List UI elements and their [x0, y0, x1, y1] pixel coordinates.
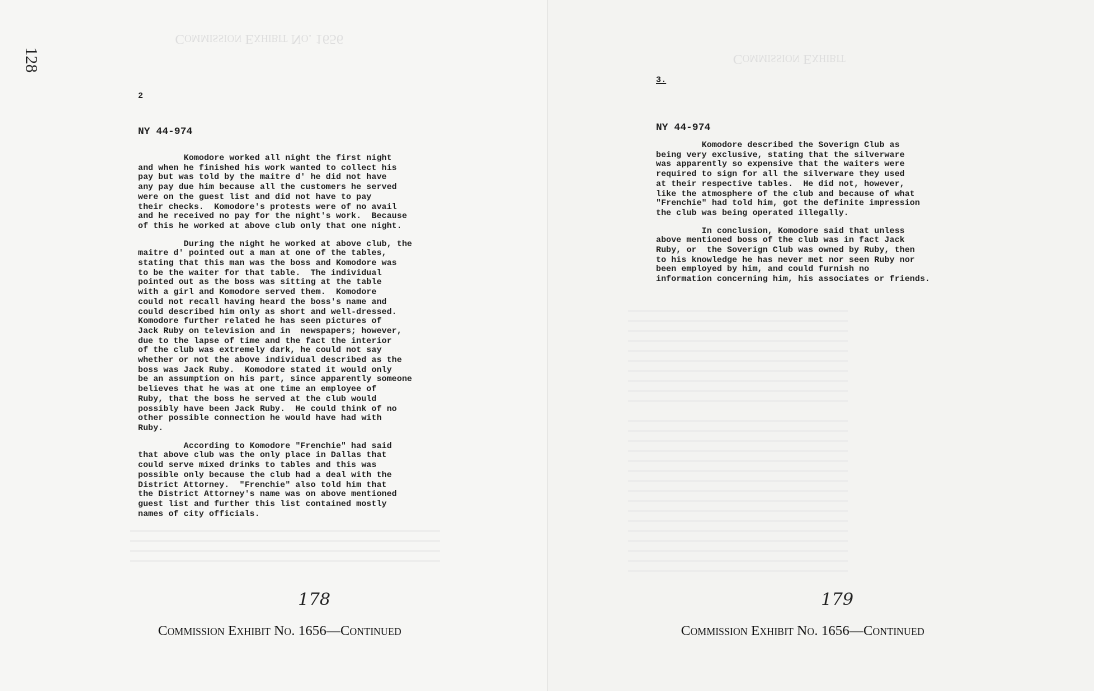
text-line: Ruby, or the Soverign Club was owned by Ruby, then: [656, 245, 915, 256]
text-line: Komodore described the Soverign Club as: [656, 140, 900, 150]
text-line: was apparently so expensive that the waiters were: [656, 159, 905, 170]
text-line: pay but was told by the maitre d' he did not have: [138, 172, 387, 183]
text-line: the club was being operated illegally.: [656, 207, 849, 218]
page-header-number: 2: [138, 91, 144, 101]
text-line: guest list and further this list contained mostly: [138, 498, 387, 509]
text-line: possibly have been Jack Ruby. He could think of no: [138, 403, 397, 414]
text-line: with a girl and Komodore served them. Komodore: [138, 287, 377, 298]
body-text: [656, 141, 930, 293]
text-line: Komodore further related he has seen pictures of: [138, 316, 382, 327]
paragraph: [656, 227, 930, 285]
text-line: Ruby.: [138, 422, 164, 433]
text-line: to his knowledge he has never met nor seen Ruby nor: [656, 254, 915, 265]
text-line: could serve mixed drinks to tables and this was: [138, 460, 377, 471]
file-number: NY 44-974: [138, 127, 193, 138]
bleed-through-text: [628, 310, 848, 410]
text-line: above mentioned boss of the club was in fact Jack: [656, 235, 905, 246]
text-line: be an assumption on his part, since apparently someone: [138, 374, 413, 385]
text-line: and when he finished his work wanted to collect his: [138, 162, 397, 173]
text-line: and he received no pay for the night's work. Because: [138, 211, 408, 222]
bleed-through-text: [628, 420, 848, 580]
text-line: Komodore worked all night the first night: [138, 153, 392, 163]
text-line: like the atmosphere of the club and because of what: [656, 188, 915, 199]
text-line: During the night he worked at above club, the: [138, 238, 413, 249]
file-number: NY 44-974: [656, 123, 711, 134]
text-line: maitre d' pointed out a man at one of the tables,: [138, 248, 387, 259]
text-line: any pay due him because all the customers he served: [138, 182, 397, 193]
text-line: been employed by him, and could furnish no: [656, 264, 870, 275]
text-line: being very exclusive, stating that the silverware: [656, 149, 905, 160]
text-line: whether or not the above individual described as the: [138, 355, 402, 366]
text-line: that above club was the only place in Dallas that: [138, 450, 387, 461]
exhibit-caption: Commission Exhibit No. 1656—Continued: [681, 624, 925, 639]
exhibit-caption: Commission Exhibit No. 1656—Continued: [158, 624, 402, 639]
text-line: possible only because the club had a deal with the: [138, 469, 392, 480]
text-line: were on the guest list and did not have to pay: [138, 191, 372, 202]
text-line: at their respective tables. He did not, however,: [656, 178, 905, 189]
text-line: required to sign for all the silverware they used: [656, 169, 905, 180]
body-text: [138, 154, 412, 527]
paragraph: [138, 154, 412, 232]
text-line: of this he worked at above club only that one night.: [138, 220, 402, 231]
text-line: District Attorney. "Frenchie" also told him that: [138, 479, 387, 490]
text-line: Ruby, that the boss he served at the club would: [138, 393, 377, 404]
handwritten-page-number: 179: [821, 590, 854, 610]
right-page: [547, 0, 1094, 691]
text-line: of the club was extremely dark, he could not say: [138, 345, 382, 356]
text-line: information concerning him, his associates or friends.: [656, 274, 931, 285]
volume-page-number: 128: [21, 47, 41, 73]
text-line: pointed out as the boss was sitting at the table: [138, 277, 382, 288]
text-line: other possible connection he would have had with: [138, 413, 382, 424]
page-header-number: 3.: [656, 75, 667, 85]
text-line: could not recall having heard the boss's name and: [138, 296, 387, 307]
text-line: believes that he was at one time an employee of: [138, 384, 377, 395]
text-line: names of city officials.: [138, 508, 260, 519]
text-line: could described him only as short and well-dressed.: [138, 306, 397, 317]
bleed-through-caption: Commission Exhibit: [733, 51, 846, 66]
text-line: boss was Jack Ruby. Komodore stated it would only: [138, 364, 392, 375]
bleed-through-caption: Commission Exhibit No. 1656: [175, 31, 344, 46]
paragraph: [138, 240, 412, 434]
bleed-through-text: [130, 530, 440, 570]
text-line: "Frenchie" had told him, got the definite impression: [656, 198, 920, 209]
text-line: to be the waiter for that table. The individual: [138, 267, 382, 278]
text-line: the District Attorney's name was on above mentioned: [138, 489, 397, 500]
text-line: In conclusion, Komodore said that unless: [656, 225, 905, 236]
text-line: According to Komodore "Frenchie" had said: [138, 440, 392, 451]
paragraph: [138, 442, 412, 520]
text-line: stating that this man was the boss and Komodore was: [138, 258, 397, 269]
handwritten-page-number: 178: [298, 590, 331, 610]
paragraph: [656, 141, 930, 219]
text-line: their checks. Komodore's protests were of no avail: [138, 201, 397, 212]
text-line: due to the lapse of time and the fact the interior: [138, 335, 392, 346]
text-line: Jack Ruby on television and in newspapers; however,: [138, 325, 402, 336]
